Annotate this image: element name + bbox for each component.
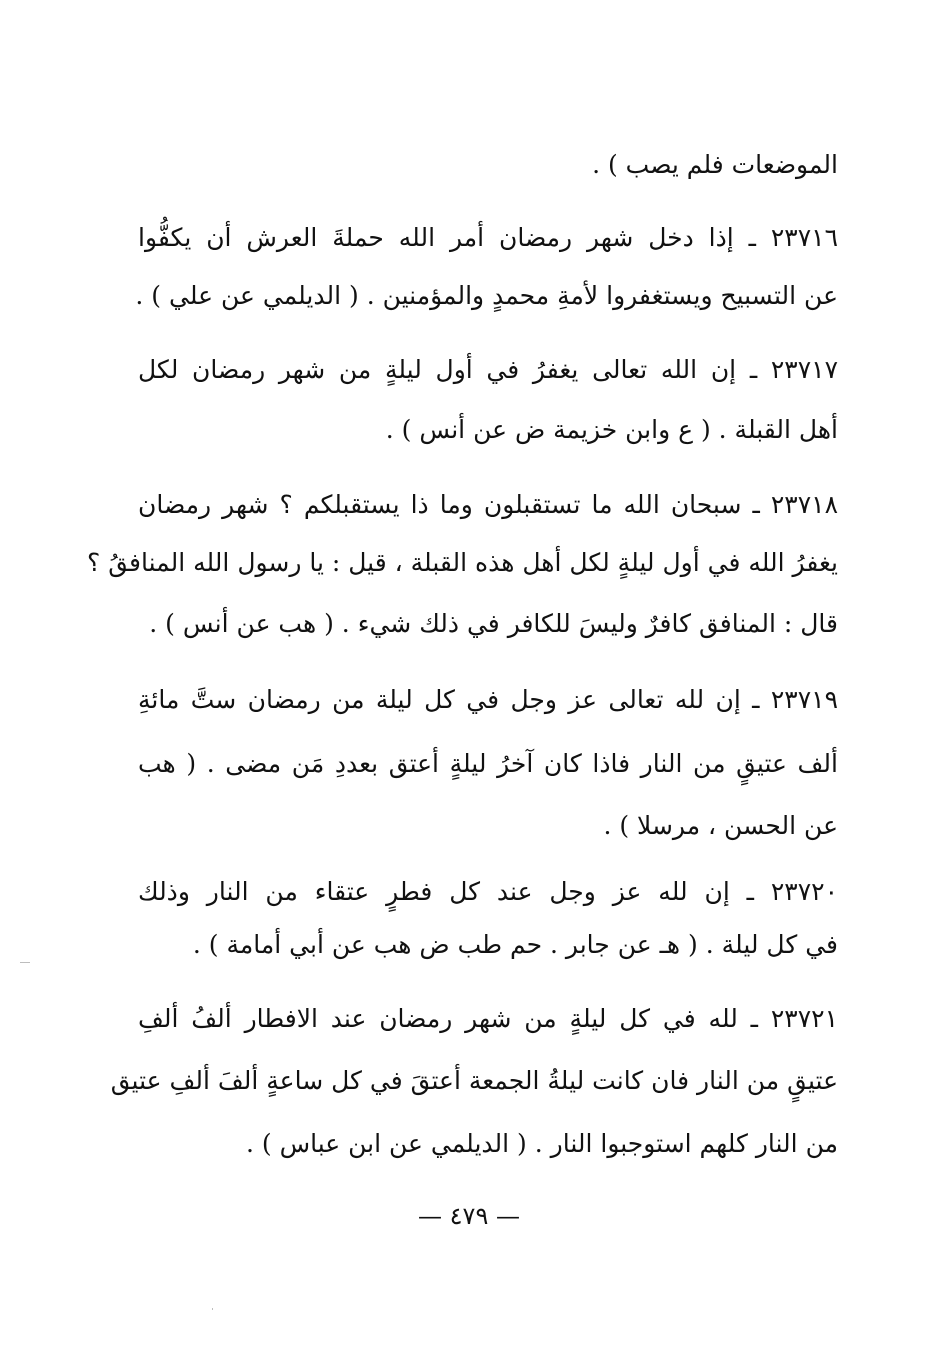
hadith-23720-line-2: في كل ليلة . ( هـ عن جابر . حم طب ض هب عن أبي أمامة ) .: [192, 930, 838, 959]
hadith-23716-line-1: ٢٣٧١٦ ـ إذا دخل شهر رمضان أمر الله حملةَ العرش أن يكفُّوا: [138, 223, 838, 252]
hadith-23719-line-2: ألف عتيقٍ من النار فاذا كان آخرُ ليلةٍ أعتق بعددِ مَن مضى . ( هب: [138, 749, 838, 778]
scan-speck: [20, 962, 30, 963]
page-number: — ٤٧٩ —: [418, 1202, 520, 1230]
hadith-23719-line-1: ٢٣٧١٩ ـ إن لله تعالى عز وجل في كل ليلة من رمضان ستَّ مائةِ: [138, 685, 838, 714]
text-line-continuation: الموضعات فلم يصب ) .: [592, 150, 838, 179]
scan-speck: [212, 1308, 213, 1310]
hadith-23718-line-3: قال : المنافق كافرٌ وليسَ للكافر في ذلك شيء . ( هب عن أنس ) .: [149, 609, 838, 638]
hadith-23719-line-3: عن الحسن ، مرسلا ) .: [603, 811, 838, 840]
hadith-23716-line-2: عن التسبيح ويستغفروا لأمةِ محمدٍ والمؤمنين . ( الديلمي عن علي ) .: [135, 281, 838, 310]
hadith-23718-line-2: يغفرُ الله في أول ليلةٍ لكل أهل هذه القبلة ، قيل : يا رسول الله المنافقُ ؟: [86, 548, 838, 577]
hadith-23721-line-2: عتيقٍ من النار فان كانت ليلةُ الجمعة أعتقَ في كل ساعةٍ ألفَ ألفِ عتيق: [110, 1066, 838, 1095]
hadith-23720-line-1: ٢٣٧٢٠ ـ إن لله عز وجل عند كل فطرٍ عتقاء من النار وذلك: [138, 877, 838, 906]
hadith-23718-line-1: ٢٣٧١٨ ـ سبحان الله ما تستقبلون وما ذا يستقبلكم ؟ شهر رمضان: [138, 490, 838, 519]
hadith-23721-line-3: من النار كلهم استوجبوا النار . ( الديلمي عن ابن عباس ) .: [245, 1129, 838, 1158]
hadith-23717-line-1: ٢٣٧١٧ ـ إن الله تعالى يغفرُ في أول ليلةٍ من شهر رمضان لكل: [138, 355, 838, 384]
hadith-23721-line-1: ٢٣٧٢١ ـ لله في كل ليلةٍ من شهر رمضان عند الافطار ألفُ ألفِ: [138, 1004, 838, 1033]
hadith-23717-line-2: أهل القبلة . ( ع وابن خزيمة ض عن أنس ) .: [385, 415, 838, 444]
